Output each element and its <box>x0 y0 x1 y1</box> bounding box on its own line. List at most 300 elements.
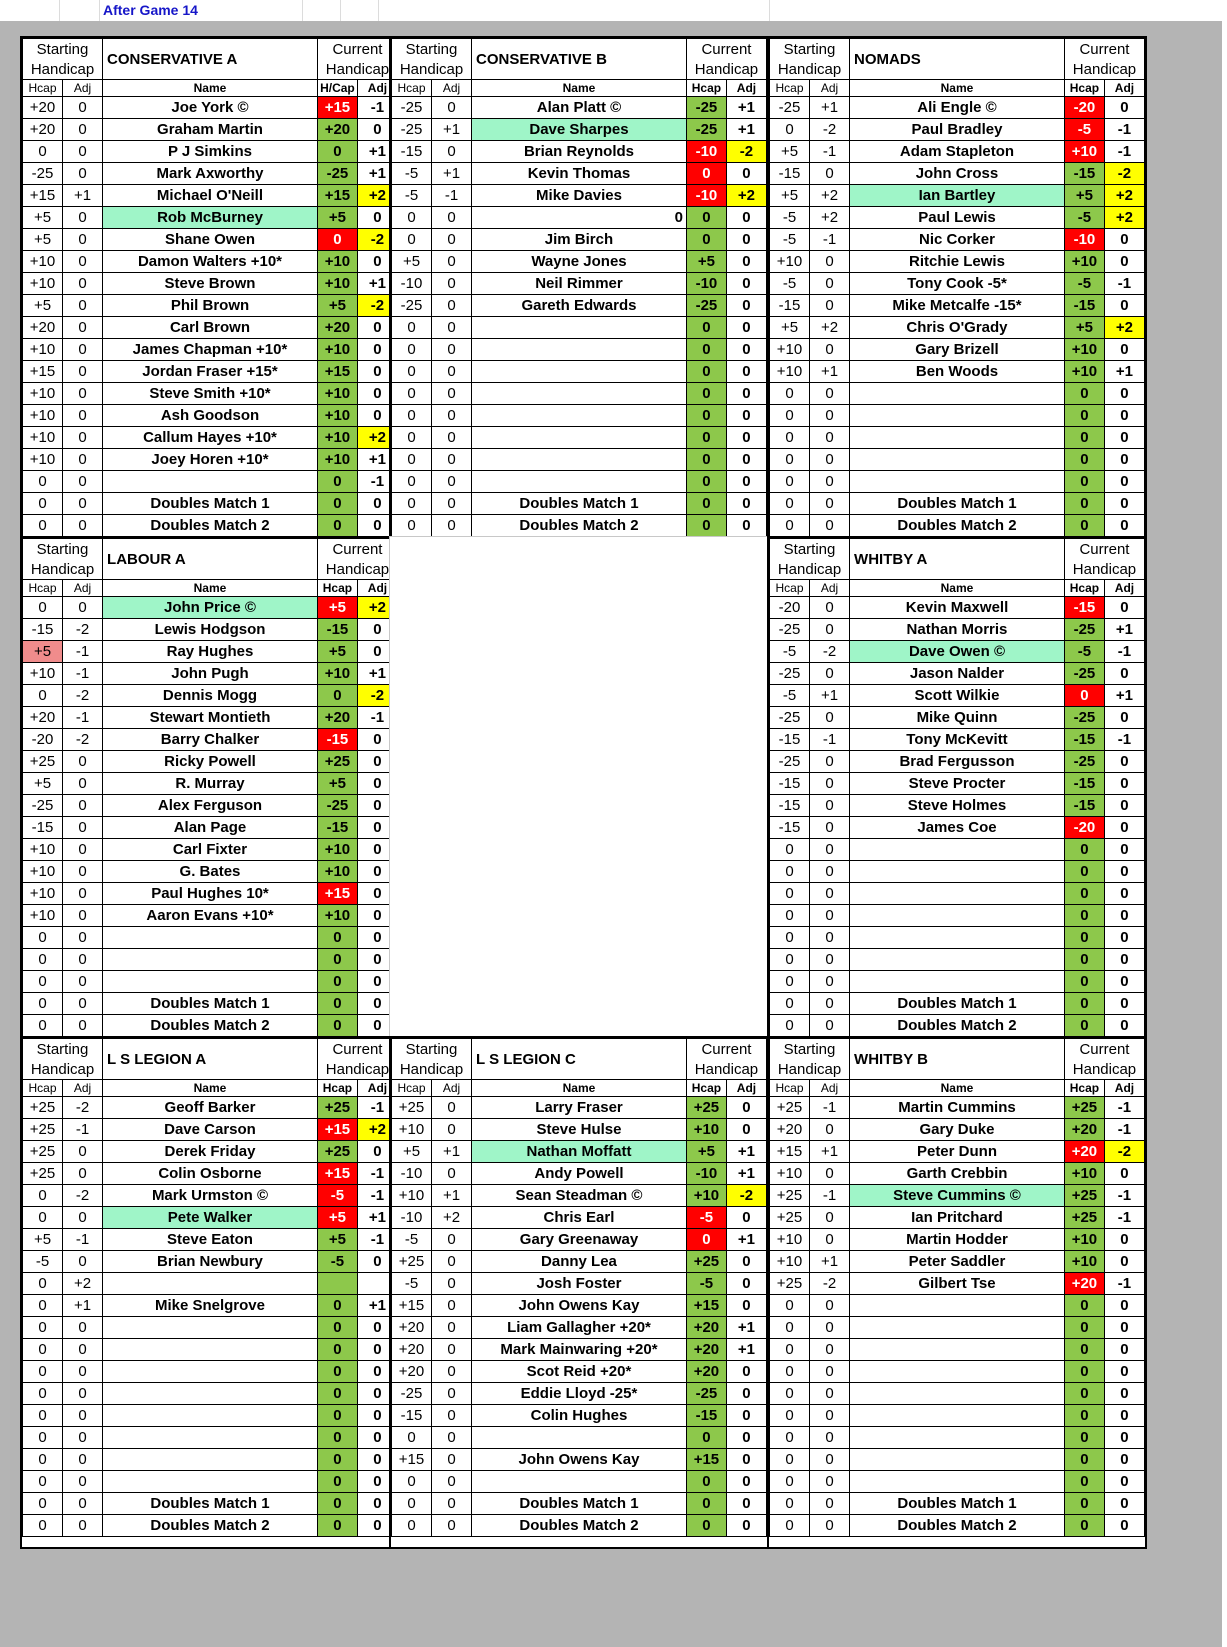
current-hcap-cell[interactable]: +20 <box>317 707 357 729</box>
starting-hcap-cell[interactable]: 0 <box>770 971 810 993</box>
player-name-cell[interactable]: Mark Axworthy <box>103 163 318 185</box>
player-name-cell[interactable]: Mike Quinn <box>850 707 1065 729</box>
current-adj-cell[interactable]: 0 <box>357 817 397 839</box>
starting-adj-cell[interactable]: -2 <box>63 685 103 707</box>
player-name-cell[interactable] <box>850 1361 1065 1383</box>
starting-hcap-cell[interactable]: -15 <box>23 619 63 641</box>
starting-hcap-cell[interactable]: 0 <box>392 1515 432 1537</box>
name-header[interactable]: Name <box>103 1080 318 1097</box>
player-name-cell[interactable]: Lewis Hodgson <box>103 619 318 641</box>
current-hcap-cell[interactable]: +5 <box>317 1229 357 1251</box>
starting-hcap-cell[interactable]: +10 <box>23 427 63 449</box>
current-adj-cell[interactable]: 0 <box>1104 1361 1144 1383</box>
player-name-cell[interactable] <box>850 1449 1065 1471</box>
player-name-cell[interactable]: John Owens Kay <box>472 1295 687 1317</box>
starting-hcap-cell[interactable]: 0 <box>23 1207 63 1229</box>
current-hcap-cell[interactable]: 0 <box>317 471 357 493</box>
current-hcap-cell[interactable]: +20 <box>686 1339 726 1361</box>
starting-adj-cell[interactable]: +2 <box>63 1273 103 1295</box>
current-hcap-cell[interactable]: -15 <box>1064 295 1104 317</box>
starting-hcap-cell[interactable]: +10 <box>23 905 63 927</box>
current-hcap-cell[interactable]: -5 <box>686 1207 726 1229</box>
player-name-cell[interactable]: Alan Platt © <box>472 97 687 119</box>
current-hcap-cell[interactable]: -15 <box>686 1405 726 1427</box>
starting-hcap-cell[interactable]: +15 <box>23 361 63 383</box>
player-name-cell[interactable]: Jordan Fraser +15* <box>103 361 318 383</box>
player-name-cell[interactable]: Adam Stapleton <box>850 141 1065 163</box>
player-name-cell[interactable]: Alan Page <box>103 817 318 839</box>
starting-adj-cell[interactable]: 0 <box>810 1295 850 1317</box>
player-name-cell[interactable]: John Price © <box>103 597 318 619</box>
starting-hcap-cell[interactable]: -5 <box>392 163 432 185</box>
starting-hcap-cell[interactable]: +5 <box>23 229 63 251</box>
current-hcap-cell[interactable]: 0 <box>1064 449 1104 471</box>
current-adj-cell[interactable]: 0 <box>1104 993 1144 1015</box>
starting-hcap-cell[interactable]: +10 <box>23 839 63 861</box>
starting-adj-cell[interactable]: -1 <box>810 1185 850 1207</box>
current-adj-cell[interactable]: 0 <box>357 493 397 515</box>
starting-hcap-cell[interactable]: +10 <box>23 861 63 883</box>
current-hcap-cell[interactable]: +25 <box>317 1141 357 1163</box>
starting-adj-cell[interactable]: 0 <box>810 927 850 949</box>
current-adj-cell[interactable]: 0 <box>726 1427 766 1449</box>
current-hcap-cell[interactable]: 0 <box>317 1317 357 1339</box>
starting-hcap-cell[interactable]: 0 <box>770 1317 810 1339</box>
current-hcap-cell[interactable]: 0 <box>1064 1405 1104 1427</box>
starting-hcap-cell[interactable]: -25 <box>770 663 810 685</box>
current-hcap-cell[interactable]: 0 <box>317 1449 357 1471</box>
starting-adj-cell[interactable]: 0 <box>810 1383 850 1405</box>
current-hcap-cell[interactable]: 0 <box>686 229 726 251</box>
player-name-cell[interactable]: Dave Carson <box>103 1119 318 1141</box>
starting-hcap-cell[interactable]: -20 <box>23 729 63 751</box>
starting-adj-cell[interactable]: 0 <box>810 817 850 839</box>
starting-hcap-cell[interactable]: -25 <box>392 295 432 317</box>
starting-adj-cell[interactable]: 0 <box>810 663 850 685</box>
current-hcap-cell[interactable]: 0 <box>686 1493 726 1515</box>
player-name-cell[interactable]: Chris Earl <box>472 1207 687 1229</box>
player-name-cell[interactable]: Barry Chalker <box>103 729 318 751</box>
current-hcap-cell[interactable]: +10 <box>1064 1163 1104 1185</box>
player-name-cell[interactable] <box>472 339 687 361</box>
starting-hcap-cell[interactable]: 0 <box>770 1405 810 1427</box>
current-adj-cell[interactable]: 0 <box>357 383 397 405</box>
current-hcap-cell[interactable]: 0 <box>686 427 726 449</box>
current-hcap-cell[interactable]: +5 <box>317 597 357 619</box>
starting-adj-cell[interactable]: 0 <box>63 839 103 861</box>
current-adj-cell[interactable]: 0 <box>357 773 397 795</box>
current-adj-cell[interactable]: 0 <box>357 1515 397 1537</box>
starting-adj-cell[interactable]: 0 <box>63 1427 103 1449</box>
starting-adj-cell[interactable]: 0 <box>63 795 103 817</box>
current-hcap-header[interactable]: Hcap <box>1064 1080 1104 1097</box>
current-hcap-cell[interactable]: +25 <box>686 1097 726 1119</box>
starting-hcap-cell[interactable]: +5 <box>23 1229 63 1251</box>
current-hcap-cell[interactable]: 0 <box>686 317 726 339</box>
starting-adj-cell[interactable]: 0 <box>63 229 103 251</box>
starting-adj-cell[interactable]: 0 <box>63 251 103 273</box>
current-hcap-cell[interactable]: -5 <box>1064 273 1104 295</box>
current-adj-cell[interactable]: 0 <box>1104 1449 1144 1471</box>
player-name-cell[interactable]: Paul Hughes 10* <box>103 883 318 905</box>
current-adj-cell[interactable]: +2 <box>1104 185 1144 207</box>
starting-hcap-cell[interactable]: 0 <box>23 949 63 971</box>
starting-hcap-cell[interactable]: -15 <box>770 795 810 817</box>
current-hcap-cell[interactable]: -25 <box>686 1383 726 1405</box>
current-adj-cell[interactable]: -1 <box>1104 1119 1144 1141</box>
player-name-cell[interactable] <box>103 1471 318 1493</box>
current-hcap-cell[interactable]: +10 <box>317 427 357 449</box>
starting-hcap-cell[interactable]: +20 <box>392 1339 432 1361</box>
starting-adj-cell[interactable]: 0 <box>63 1251 103 1273</box>
player-name-cell[interactable]: Tony McKevitt <box>850 729 1065 751</box>
starting-hcap-cell[interactable]: -25 <box>770 97 810 119</box>
starting-adj-cell[interactable]: -1 <box>63 707 103 729</box>
starting-hcap-cell[interactable]: +10 <box>770 251 810 273</box>
starting-adj-cell[interactable]: 0 <box>432 1119 472 1141</box>
current-hcap-cell[interactable]: 0 <box>686 207 726 229</box>
starting-adj-cell[interactable]: +1 <box>810 1141 850 1163</box>
player-name-cell[interactable] <box>850 1471 1065 1493</box>
current-adj-cell[interactable]: 0 <box>357 619 397 641</box>
current-adj-cell[interactable]: 0 <box>1104 449 1144 471</box>
starting-adj-cell[interactable]: -2 <box>63 1097 103 1119</box>
current-hcap-cell[interactable]: 0 <box>686 405 726 427</box>
name-header[interactable]: Name <box>472 1080 687 1097</box>
name-header[interactable]: Name <box>103 580 318 597</box>
current-adj-cell[interactable]: +1 <box>726 1229 766 1251</box>
current-adj-cell[interactable]: 0 <box>726 1449 766 1471</box>
player-name-cell[interactable] <box>472 427 687 449</box>
player-name-cell[interactable]: Joey Horen +10* <box>103 449 318 471</box>
player-name-cell[interactable]: Mike Metcalfe -15* <box>850 295 1065 317</box>
current-hcap-cell[interactable]: 0 <box>1064 427 1104 449</box>
current-adj-cell[interactable]: 0 <box>726 1295 766 1317</box>
starting-adj-cell[interactable]: 0 <box>63 1317 103 1339</box>
starting-hcap-cell[interactable]: +10 <box>770 1251 810 1273</box>
current-hcap-cell[interactable]: 0 <box>686 163 726 185</box>
current-hcap-cell[interactable]: -5 <box>317 1185 357 1207</box>
current-hcap-cell[interactable]: 0 <box>1064 1015 1104 1037</box>
player-name-cell[interactable]: Ian Bartley <box>850 185 1065 207</box>
starting-hcap-cell[interactable]: +5 <box>392 251 432 273</box>
starting-hcap-cell[interactable]: 0 <box>770 1493 810 1515</box>
current-hcap-cell[interactable]: 0 <box>317 1295 357 1317</box>
current-adj-cell[interactable]: +2 <box>357 597 397 619</box>
starting-hcap-cell[interactable]: 0 <box>23 1471 63 1493</box>
start-hcap-header[interactable]: Hcap <box>770 80 810 97</box>
player-name-cell[interactable]: Colin Hughes <box>472 1405 687 1427</box>
starting-adj-cell[interactable]: 0 <box>63 597 103 619</box>
starting-adj-cell[interactable]: 0 <box>63 1163 103 1185</box>
player-name-cell[interactable]: Doubles Match 1 <box>103 993 318 1015</box>
player-name-cell[interactable]: John Cross <box>850 163 1065 185</box>
current-hcap-cell[interactable]: 0 <box>317 1339 357 1361</box>
current-hcap-cell[interactable]: +25 <box>1064 1207 1104 1229</box>
player-name-cell[interactable]: Eddie Lloyd -25* <box>472 1383 687 1405</box>
current-hcap-cell[interactable]: +10 <box>1064 141 1104 163</box>
starting-adj-cell[interactable]: 0 <box>810 251 850 273</box>
starting-adj-cell[interactable]: 0 <box>63 119 103 141</box>
player-name-cell[interactable]: Callum Hayes +10* <box>103 427 318 449</box>
current-adj-cell[interactable]: +1 <box>1104 361 1144 383</box>
starting-hcap-cell[interactable]: +25 <box>23 1163 63 1185</box>
current-adj-cell[interactable]: 0 <box>1104 1229 1144 1251</box>
player-name-cell[interactable]: Ritchie Lewis <box>850 251 1065 273</box>
player-name-cell[interactable]: Kevin Thomas <box>472 163 687 185</box>
current-adj-cell[interactable]: 0 <box>726 1207 766 1229</box>
current-adj-cell[interactable]: 0 <box>726 1097 766 1119</box>
player-name-cell[interactable]: Phil Brown <box>103 295 318 317</box>
player-name-cell[interactable]: Mike Davies <box>472 185 687 207</box>
player-name-cell[interactable]: Steve Smith +10* <box>103 383 318 405</box>
starting-adj-cell[interactable]: 0 <box>810 773 850 795</box>
starting-hcap-cell[interactable]: 0 <box>392 427 432 449</box>
starting-adj-cell[interactable]: 0 <box>810 905 850 927</box>
player-name-cell[interactable]: Kevin Maxwell <box>850 597 1065 619</box>
starting-adj-cell[interactable]: -1 <box>432 185 472 207</box>
current-hcap-cell[interactable]: -25 <box>1064 663 1104 685</box>
current-hcap-cell[interactable]: 0 <box>1064 405 1104 427</box>
current-hcap-cell[interactable]: 0 <box>1064 861 1104 883</box>
current-adj-cell[interactable]: -1 <box>357 707 397 729</box>
starting-adj-cell[interactable]: 0 <box>432 339 472 361</box>
current-hcap-cell[interactable]: -25 <box>686 119 726 141</box>
starting-hcap-cell[interactable]: 0 <box>23 1185 63 1207</box>
starting-adj-cell[interactable]: 0 <box>63 905 103 927</box>
current-hcap-cell[interactable]: -10 <box>686 185 726 207</box>
current-adj-cell[interactable]: 0 <box>1104 1405 1144 1427</box>
starting-hcap-cell[interactable]: 0 <box>23 1339 63 1361</box>
player-name-cell[interactable]: Doubles Match 1 <box>472 493 687 515</box>
starting-hcap-cell[interactable]: 0 <box>23 141 63 163</box>
starting-hcap-cell[interactable]: -15 <box>770 773 810 795</box>
starting-adj-cell[interactable]: 0 <box>63 97 103 119</box>
current-hcap-cell[interactable]: 0 <box>686 1229 726 1251</box>
player-name-cell[interactable]: Nathan Moffatt <box>472 1141 687 1163</box>
starting-hcap-cell[interactable]: -15 <box>770 295 810 317</box>
player-name-cell[interactable]: Derek Friday <box>103 1141 318 1163</box>
starting-hcap-cell[interactable]: +25 <box>770 1185 810 1207</box>
starting-hcap-cell[interactable]: -25 <box>392 1383 432 1405</box>
starting-adj-cell[interactable]: 0 <box>432 1383 472 1405</box>
current-hcap-cell[interactable]: -10 <box>686 141 726 163</box>
player-name-cell[interactable] <box>103 1361 318 1383</box>
player-name-cell[interactable]: Rob McBurney <box>103 207 318 229</box>
start-adj-header[interactable]: Adj <box>63 80 103 97</box>
current-adj-cell[interactable]: +2 <box>1104 207 1144 229</box>
player-name-cell[interactable]: Gary Duke <box>850 1119 1065 1141</box>
current-hcap-cell[interactable]: +5 <box>317 641 357 663</box>
current-adj-cell[interactable]: 0 <box>357 361 397 383</box>
player-name-cell[interactable] <box>850 883 1065 905</box>
starting-hcap-cell[interactable]: -10 <box>392 1207 432 1229</box>
starting-hcap-cell[interactable]: -25 <box>392 97 432 119</box>
start-adj-header[interactable]: Adj <box>432 80 472 97</box>
player-name-cell[interactable] <box>850 949 1065 971</box>
starting-adj-cell[interactable]: 0 <box>432 361 472 383</box>
starting-adj-cell[interactable]: 0 <box>432 1427 472 1449</box>
starting-hcap-cell[interactable]: 0 <box>23 1515 63 1537</box>
current-hcap-cell[interactable]: 0 <box>317 971 357 993</box>
current-adj-cell[interactable]: 0 <box>357 993 397 1015</box>
starting-hcap-cell[interactable]: +10 <box>770 361 810 383</box>
player-name-cell[interactable]: Steve Holmes <box>850 795 1065 817</box>
starting-adj-cell[interactable]: +1 <box>432 163 472 185</box>
player-name-cell[interactable]: Mark Mainwaring +20* <box>472 1339 687 1361</box>
player-name-cell[interactable]: Garth Crebbin <box>850 1163 1065 1185</box>
current-hcap-cell[interactable]: -5 <box>686 1273 726 1295</box>
starting-hcap-cell[interactable]: +5 <box>23 295 63 317</box>
starting-hcap-cell[interactable]: 0 <box>392 229 432 251</box>
starting-adj-cell[interactable]: 0 <box>63 1449 103 1471</box>
current-hcap-cell[interactable]: +5 <box>686 1141 726 1163</box>
current-hcap-cell[interactable]: 0 <box>1064 1493 1104 1515</box>
current-adj-cell[interactable]: 0 <box>1104 97 1144 119</box>
current-adj-cell[interactable]: -2 <box>1104 163 1144 185</box>
current-adj-cell[interactable]: 0 <box>1104 839 1144 861</box>
starting-hcap-cell[interactable]: 0 <box>770 1515 810 1537</box>
player-name-cell[interactable]: Gareth Edwards <box>472 295 687 317</box>
starting-hcap-cell[interactable]: +25 <box>23 1119 63 1141</box>
starting-adj-cell[interactable]: 0 <box>63 1207 103 1229</box>
starting-adj-cell[interactable]: 0 <box>63 449 103 471</box>
current-adj-cell[interactable]: 0 <box>357 861 397 883</box>
start-hcap-header[interactable]: Hcap <box>392 80 432 97</box>
starting-adj-cell[interactable]: 0 <box>432 1449 472 1471</box>
current-adj-cell[interactable]: 0 <box>726 1361 766 1383</box>
current-hcap-cell[interactable]: -15 <box>1064 773 1104 795</box>
current-hcap-cell[interactable]: +10 <box>686 1185 726 1207</box>
player-name-cell[interactable]: Geoff Barker <box>103 1097 318 1119</box>
current-adj-cell[interactable]: +1 <box>357 273 397 295</box>
starting-adj-cell[interactable]: 0 <box>432 1273 472 1295</box>
current-hcap-header[interactable]: Hcap <box>317 580 357 597</box>
current-adj-cell[interactable]: -1 <box>1104 119 1144 141</box>
starting-hcap-cell[interactable]: +5 <box>392 1141 432 1163</box>
starting-adj-cell[interactable]: +1 <box>810 685 850 707</box>
starting-hcap-cell[interactable]: 0 <box>770 1383 810 1405</box>
starting-adj-cell[interactable]: 0 <box>810 1405 850 1427</box>
starting-hcap-cell[interactable]: +10 <box>23 449 63 471</box>
player-name-cell[interactable]: Joe York © <box>103 97 318 119</box>
starting-hcap-cell[interactable]: -5 <box>770 641 810 663</box>
current-hcap-cell[interactable]: -5 <box>1064 641 1104 663</box>
starting-hcap-cell[interactable]: -5 <box>770 229 810 251</box>
current-adj-cell[interactable]: +1 <box>726 1141 766 1163</box>
player-name-cell[interactable]: Doubles Match 2 <box>850 1015 1065 1037</box>
player-name-cell[interactable]: Paul Bradley <box>850 119 1065 141</box>
current-adj-cell[interactable]: 0 <box>1104 1515 1144 1537</box>
current-adj-cell[interactable]: 0 <box>1104 707 1144 729</box>
starting-adj-cell[interactable]: 0 <box>810 971 850 993</box>
current-hcap-cell[interactable]: +25 <box>686 1251 726 1273</box>
current-adj-cell[interactable]: +1 <box>357 663 397 685</box>
starting-hcap-cell[interactable]: 0 <box>392 405 432 427</box>
starting-adj-cell[interactable]: 0 <box>432 471 472 493</box>
starting-adj-cell[interactable]: -1 <box>63 1229 103 1251</box>
starting-hcap-cell[interactable]: 0 <box>770 949 810 971</box>
current-hcap-cell[interactable]: +10 <box>317 449 357 471</box>
starting-adj-cell[interactable]: 0 <box>810 449 850 471</box>
player-name-cell[interactable]: Dave Owen © <box>850 641 1065 663</box>
starting-hcap-cell[interactable]: +15 <box>392 1449 432 1471</box>
current-adj-cell[interactable]: -2 <box>357 295 397 317</box>
starting-adj-cell[interactable]: -2 <box>810 641 850 663</box>
starting-hcap-cell[interactable]: 0 <box>23 1317 63 1339</box>
current-hcap-cell[interactable]: -15 <box>317 729 357 751</box>
starting-adj-cell[interactable]: 0 <box>810 795 850 817</box>
starting-hcap-cell[interactable]: -25 <box>770 707 810 729</box>
current-adj-cell[interactable]: -1 <box>357 471 397 493</box>
current-adj-header[interactable]: Adj <box>357 1080 397 1097</box>
current-adj-cell[interactable]: 0 <box>1104 1427 1144 1449</box>
current-adj-cell[interactable]: 0 <box>357 1383 397 1405</box>
current-adj-cell[interactable]: 0 <box>1104 1339 1144 1361</box>
starting-adj-cell[interactable]: 0 <box>810 1015 850 1037</box>
current-adj-cell[interactable]: 0 <box>1104 663 1144 685</box>
current-hcap-cell[interactable]: -15 <box>1064 597 1104 619</box>
starting-adj-cell[interactable]: +2 <box>810 317 850 339</box>
current-hcap-cell[interactable]: 0 <box>1064 1295 1104 1317</box>
current-hcap-cell[interactable]: 0 <box>1064 515 1104 537</box>
starting-adj-cell[interactable]: 0 <box>63 1471 103 1493</box>
starting-adj-cell[interactable]: 0 <box>810 707 850 729</box>
starting-hcap-cell[interactable]: 0 <box>23 1273 63 1295</box>
starting-adj-cell[interactable]: 0 <box>810 861 850 883</box>
starting-hcap-cell[interactable]: +10 <box>770 1163 810 1185</box>
starting-adj-cell[interactable]: 0 <box>432 1405 472 1427</box>
current-hcap-cell[interactable]: 0 <box>686 493 726 515</box>
current-adj-cell[interactable]: 0 <box>726 383 766 405</box>
starting-hcap-cell[interactable]: +15 <box>23 185 63 207</box>
player-name-cell[interactable] <box>103 927 318 949</box>
current-adj-cell[interactable]: 0 <box>726 1471 766 1493</box>
current-adj-cell[interactable]: +1 <box>357 449 397 471</box>
starting-hcap-cell[interactable]: 0 <box>392 449 432 471</box>
starting-hcap-cell[interactable]: 0 <box>23 515 63 537</box>
start-hcap-header[interactable]: Hcap <box>770 580 810 597</box>
current-adj-cell[interactable]: 0 <box>1104 795 1144 817</box>
current-adj-cell[interactable]: 0 <box>1104 1015 1144 1037</box>
current-hcap-cell[interactable]: +20 <box>686 1361 726 1383</box>
starting-hcap-cell[interactable]: 0 <box>770 1015 810 1037</box>
starting-hcap-cell[interactable]: -25 <box>392 119 432 141</box>
starting-hcap-cell[interactable]: 0 <box>770 449 810 471</box>
starting-hcap-cell[interactable]: -25 <box>770 751 810 773</box>
current-hcap-header[interactable]: H/Cap <box>317 80 357 97</box>
current-adj-cell[interactable]: +1 <box>726 1317 766 1339</box>
player-name-cell[interactable]: Chris O'Grady <box>850 317 1065 339</box>
starting-adj-cell[interactable]: 0 <box>432 207 472 229</box>
current-adj-cell[interactable]: 0 <box>357 641 397 663</box>
current-hcap-cell[interactable]: -20 <box>1064 97 1104 119</box>
start-adj-header[interactable]: Adj <box>810 580 850 597</box>
current-adj-cell[interactable]: 0 <box>1104 229 1144 251</box>
current-hcap-cell[interactable]: 0 <box>317 1493 357 1515</box>
starting-adj-cell[interactable]: 0 <box>432 1515 472 1537</box>
player-name-cell[interactable]: Steve Eaton <box>103 1229 318 1251</box>
player-name-cell[interactable]: R. Murray <box>103 773 318 795</box>
current-hcap-cell[interactable]: +25 <box>1064 1185 1104 1207</box>
starting-hcap-cell[interactable]: 0 <box>770 927 810 949</box>
current-hcap-cell[interactable]: -20 <box>1064 817 1104 839</box>
player-name-cell[interactable]: Steve Cummins © <box>850 1185 1065 1207</box>
start-adj-header[interactable]: Adj <box>810 80 850 97</box>
current-adj-cell[interactable]: 0 <box>726 1251 766 1273</box>
current-hcap-cell[interactable]: 0 <box>317 1515 357 1537</box>
player-name-cell[interactable]: Doubles Match 2 <box>103 1015 318 1037</box>
